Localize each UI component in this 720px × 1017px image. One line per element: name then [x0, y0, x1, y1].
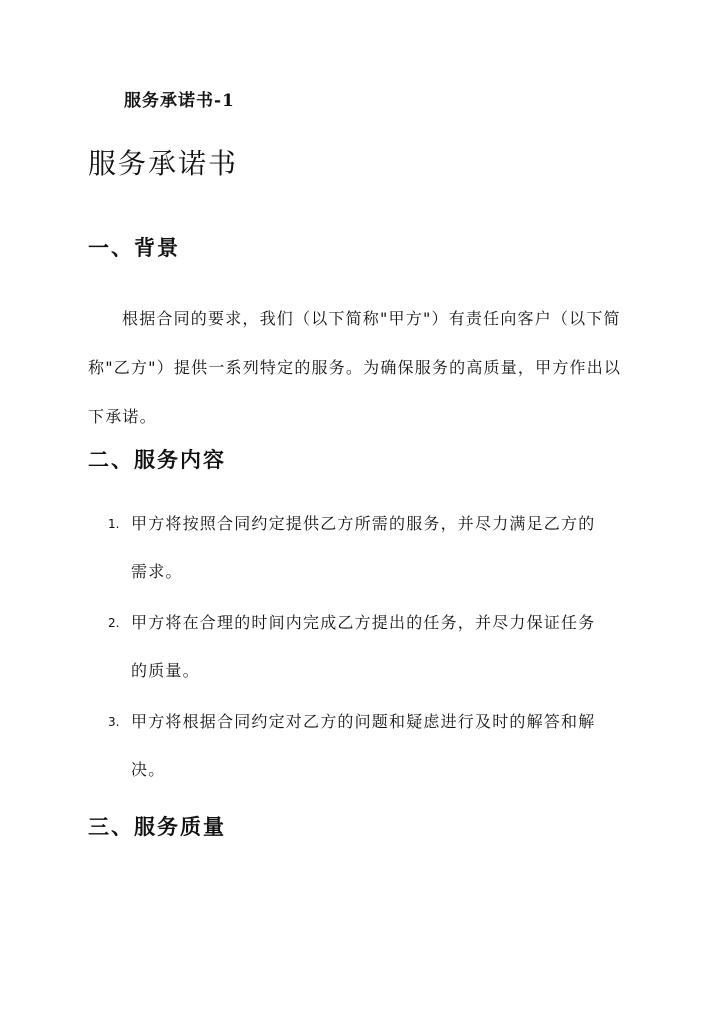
- section-heading-service-content: 二、服务内容: [88, 447, 226, 472]
- section-heading-background: 一、背景: [88, 235, 180, 260]
- list-item-number: 1.: [108, 517, 120, 531]
- list-item: [88, 599, 611, 695]
- list-item-number: 2.: [108, 616, 120, 630]
- list-item-text: 甲方将在合理的时间内完成乙方提出的任务，并尽力保证任务的质量。: [131, 613, 596, 680]
- background-paragraph: 根据合同的要求，我们（以下简称"甲方"）有责任向客户（以下简称"乙方"）提供一系列特定的服务。为确保服务的高质量，甲方作出以下承诺。: [88, 309, 622, 426]
- list-item-number: 3.: [108, 715, 120, 729]
- list-item-text: 甲方将按照合同约定提供乙方所需的服务，并尽力满足乙方的需求。: [131, 514, 596, 581]
- document-title: 服务承诺书: [88, 147, 239, 180]
- list-item: [88, 698, 611, 794]
- service-content-list: [88, 500, 636, 797]
- list-item: [88, 500, 611, 596]
- document-header: 服务承诺书-1: [124, 91, 235, 111]
- list-item-text: 甲方将根据合同约定对乙方的问题和疑虑进行及时的解答和解决。: [131, 712, 596, 779]
- section-heading-service-quality: 三、服务质量: [88, 814, 226, 839]
